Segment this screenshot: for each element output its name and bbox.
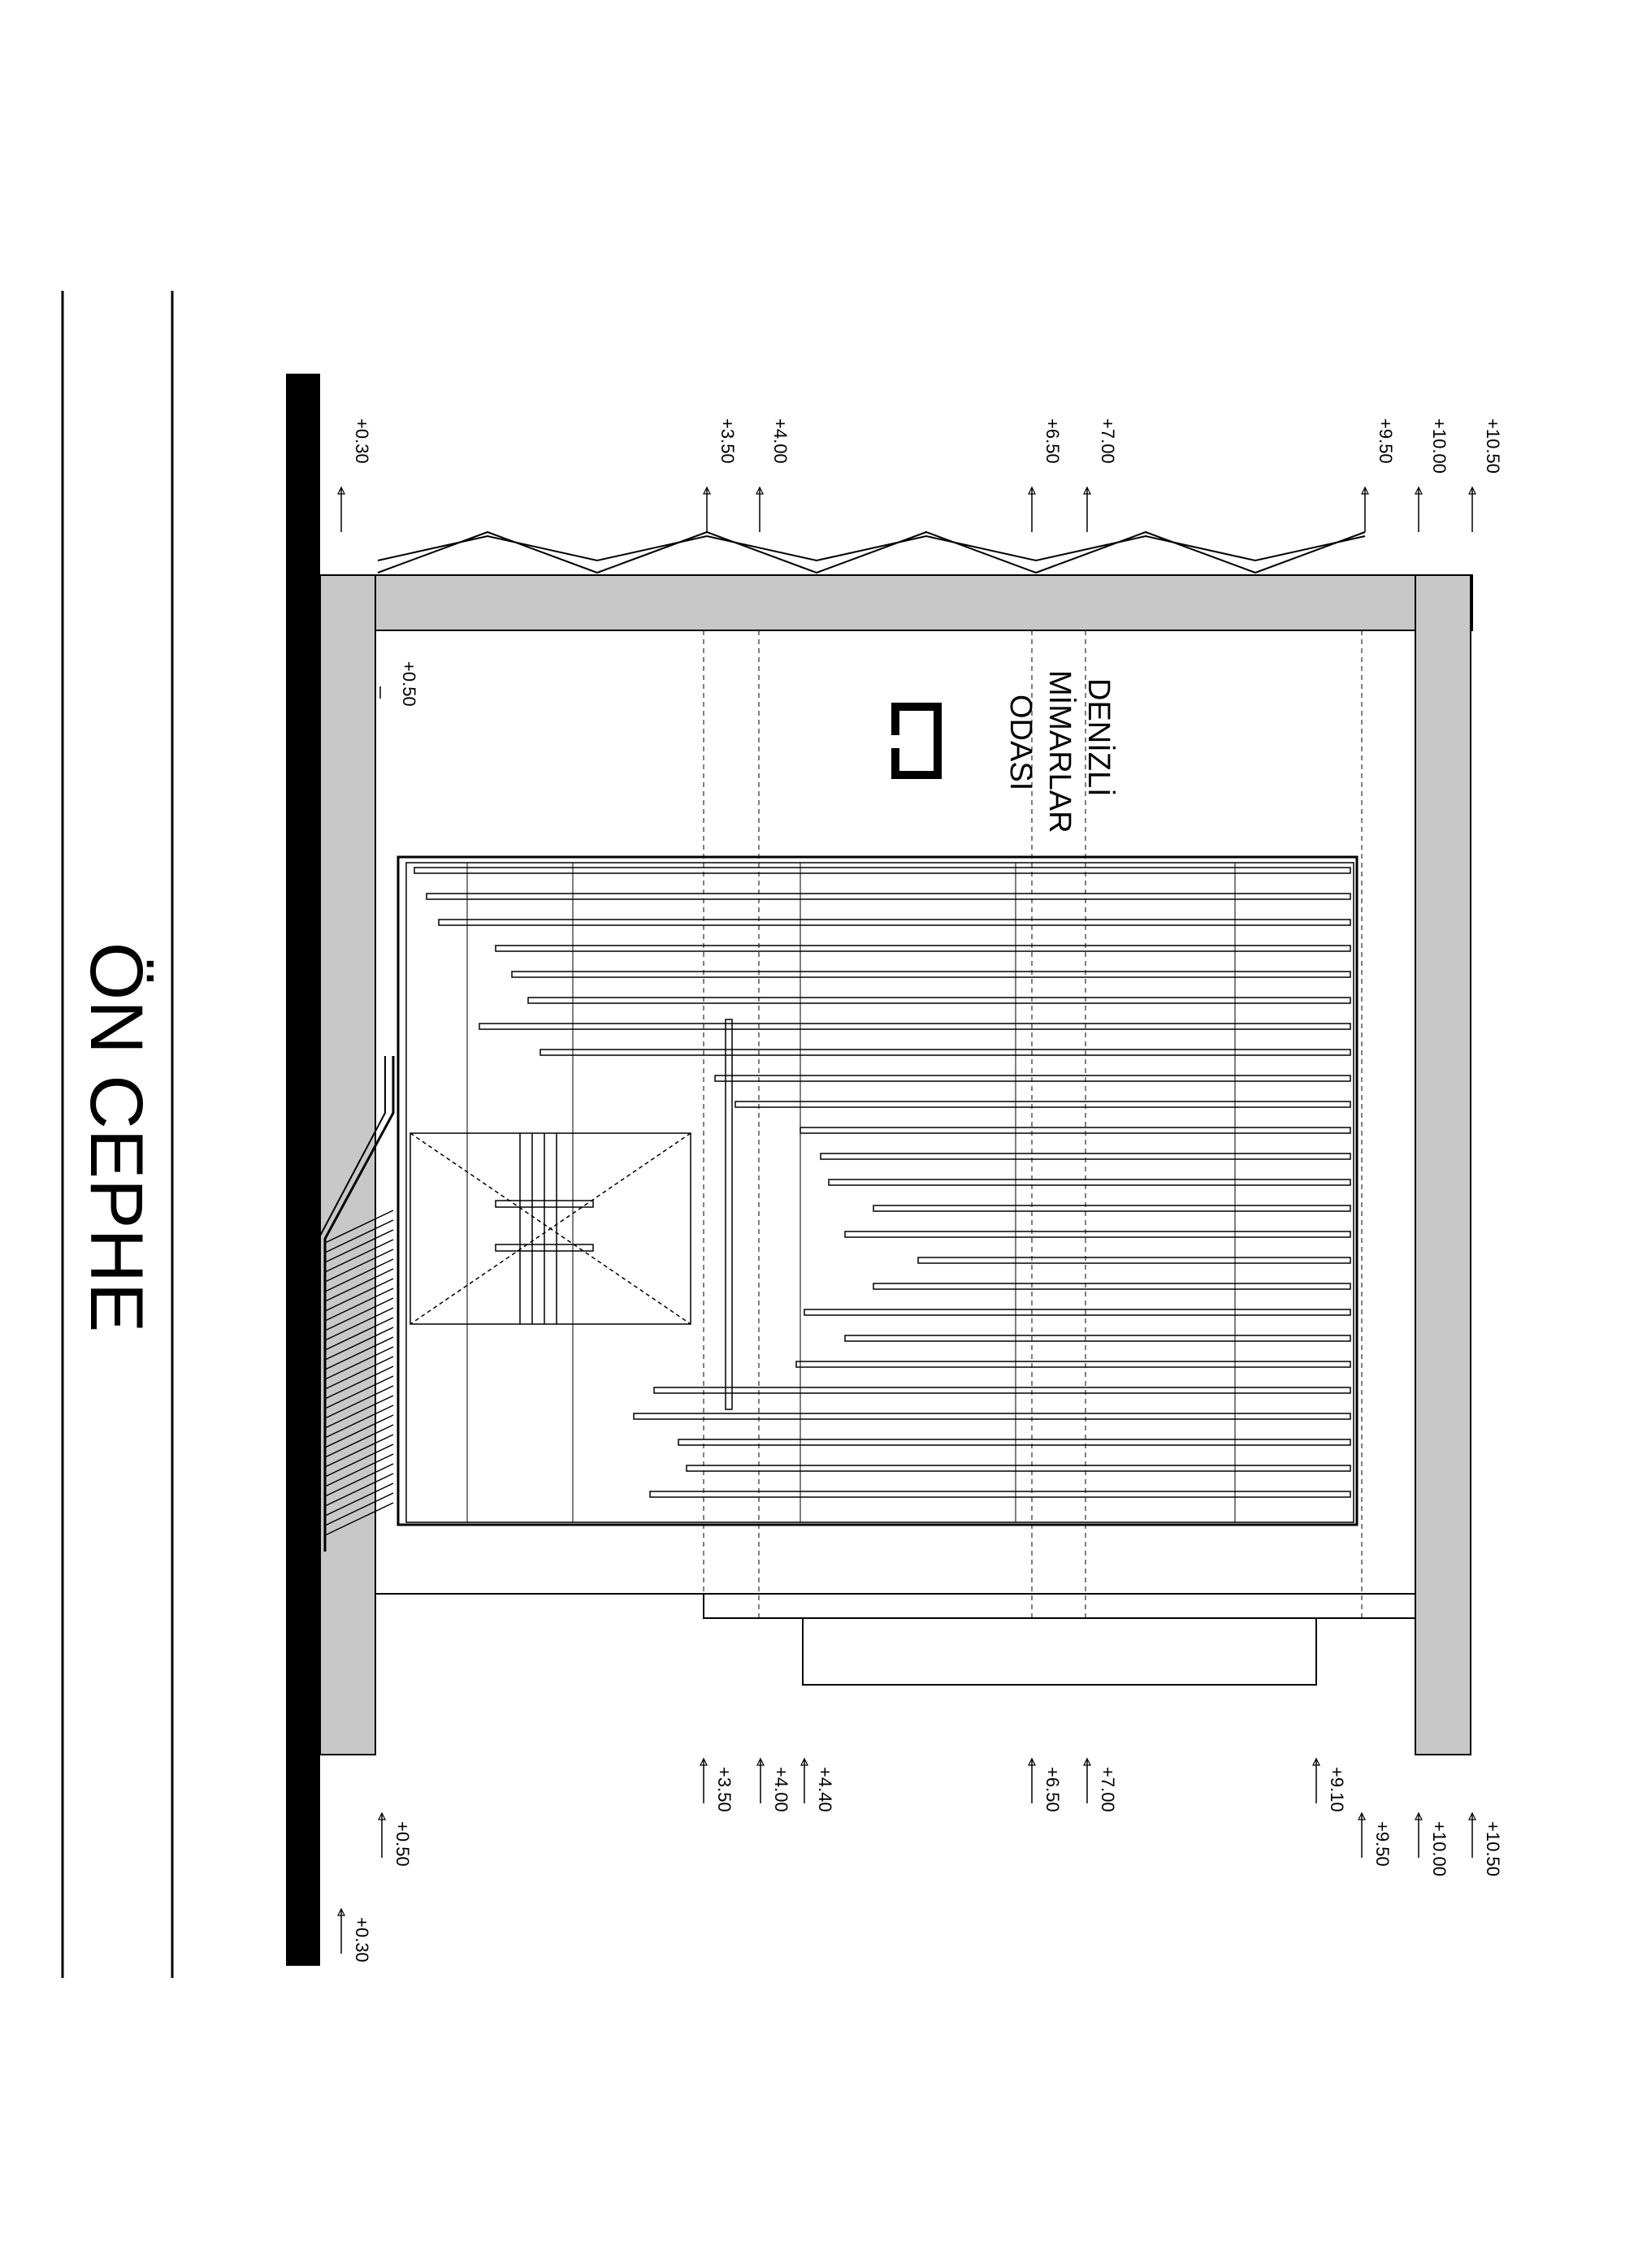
- level-marker-bottom-inner: [379, 1813, 413, 1867]
- level-label: +0.30: [352, 418, 372, 464]
- svg-text:DENİZLİ: DENİZLİ: [1081, 678, 1116, 797]
- level-marker: [1084, 418, 1118, 532]
- louvre-bar: [650, 1491, 1350, 1497]
- level-label: +9.50: [1372, 1821, 1393, 1867]
- level-marker: [338, 1909, 372, 1963]
- louvre-bar: [873, 1205, 1350, 1211]
- facade-frame: [398, 857, 1357, 1525]
- louvre-bar: [540, 1050, 1350, 1055]
- level-label: +7.00: [1098, 418, 1118, 464]
- level-label: +10.50: [1483, 1821, 1503, 1876]
- level-label: +7.00: [1098, 1767, 1118, 1812]
- level-marker: [700, 1759, 734, 1812]
- top-wall: [375, 575, 1472, 630]
- level-label: +0.30: [352, 1917, 372, 1963]
- ground-slab: [286, 374, 320, 1966]
- louvre-bar: [439, 920, 1350, 925]
- level-marker: [1469, 418, 1503, 532]
- level-marker: [1029, 1759, 1063, 1812]
- facade-rib: [726, 1019, 732, 1409]
- level-label: +6.50: [1042, 1767, 1063, 1812]
- level-marker: [801, 1759, 835, 1812]
- louvre-bar: [796, 1361, 1350, 1367]
- louvre-bar: [634, 1413, 1350, 1419]
- louvre-bar: [800, 1128, 1350, 1133]
- louvre-bar: [687, 1465, 1350, 1471]
- level-marker: [1084, 1759, 1118, 1812]
- louvre-bar: [414, 868, 1350, 873]
- level-label: +10.50: [1483, 418, 1503, 474]
- level-marker: [757, 1759, 791, 1812]
- facade-frame-inner: [406, 863, 1354, 1522]
- roof-wall: [1415, 575, 1471, 1755]
- louvre-bar: [715, 1076, 1350, 1081]
- level-marker: [1362, 418, 1396, 532]
- louvre-bar: [528, 998, 1350, 1003]
- svg-text:+0.50: +0.50: [399, 661, 419, 707]
- level-marker-inner: [380, 661, 419, 707]
- drawing-title: [75, 942, 158, 1333]
- level-label: +10.00: [1429, 1821, 1450, 1876]
- louvre-bar: [918, 1257, 1350, 1263]
- level-label: +9.10: [1327, 1767, 1347, 1812]
- level-label: +4.00: [770, 418, 791, 464]
- brand-name-line2: [1042, 670, 1077, 833]
- svg-text:ODASI: ODASI: [1003, 695, 1038, 791]
- lower-block: [704, 1594, 1415, 1618]
- facade-louvres: [414, 863, 1350, 1522]
- louvre-bar: [678, 1439, 1350, 1445]
- svg-text:ÖN CEPHE: ÖN CEPHE: [75, 941, 158, 1333]
- level-marker: [1415, 1813, 1450, 1876]
- louvre-bar: [845, 1231, 1350, 1237]
- level-label: +4.40: [815, 1767, 835, 1812]
- louvre-bar: [479, 1024, 1350, 1029]
- stair-core: [410, 1133, 691, 1324]
- level-label: +6.50: [1042, 418, 1063, 464]
- bottom-level-markers: [338, 1759, 1503, 1963]
- level-label: +9.50: [1376, 418, 1396, 464]
- level-marker: [756, 418, 791, 532]
- level-label: +3.50: [714, 1767, 734, 1812]
- level-marker: [379, 1813, 413, 1867]
- level-marker: [1358, 1813, 1393, 1867]
- louvre-bar: [804, 1309, 1350, 1315]
- level-marker: [704, 418, 738, 532]
- level-marker: [1469, 1813, 1503, 1876]
- level-marker: [1415, 418, 1450, 532]
- louvre-bar: [512, 972, 1350, 977]
- brand-name-line3: [1003, 695, 1038, 790]
- level-marker: [1029, 418, 1063, 532]
- level-marker: [338, 418, 372, 532]
- brand-name: [1081, 678, 1116, 797]
- louvre-bar: [735, 1102, 1350, 1107]
- level-label: +3.50: [717, 418, 738, 464]
- top-level-markers: [338, 418, 1503, 532]
- roof-trusses: [378, 532, 1365, 573]
- level-label: +10.00: [1429, 418, 1450, 474]
- brand-logo: [887, 707, 938, 775]
- lower-platform: [803, 1618, 1316, 1685]
- level-label: +4.00: [771, 1767, 791, 1812]
- louvre-bar: [873, 1283, 1350, 1289]
- louvre-bar: [845, 1335, 1350, 1341]
- level-marker: [1313, 1759, 1347, 1812]
- level-label: +0.50: [392, 1821, 413, 1867]
- louvre-bar: [427, 894, 1350, 899]
- louvre-bar: [829, 1179, 1350, 1185]
- louvre-bar: [496, 946, 1350, 951]
- svg-text:MİMARLAR: MİMARLAR: [1042, 670, 1077, 833]
- floor-wall: [320, 575, 375, 1755]
